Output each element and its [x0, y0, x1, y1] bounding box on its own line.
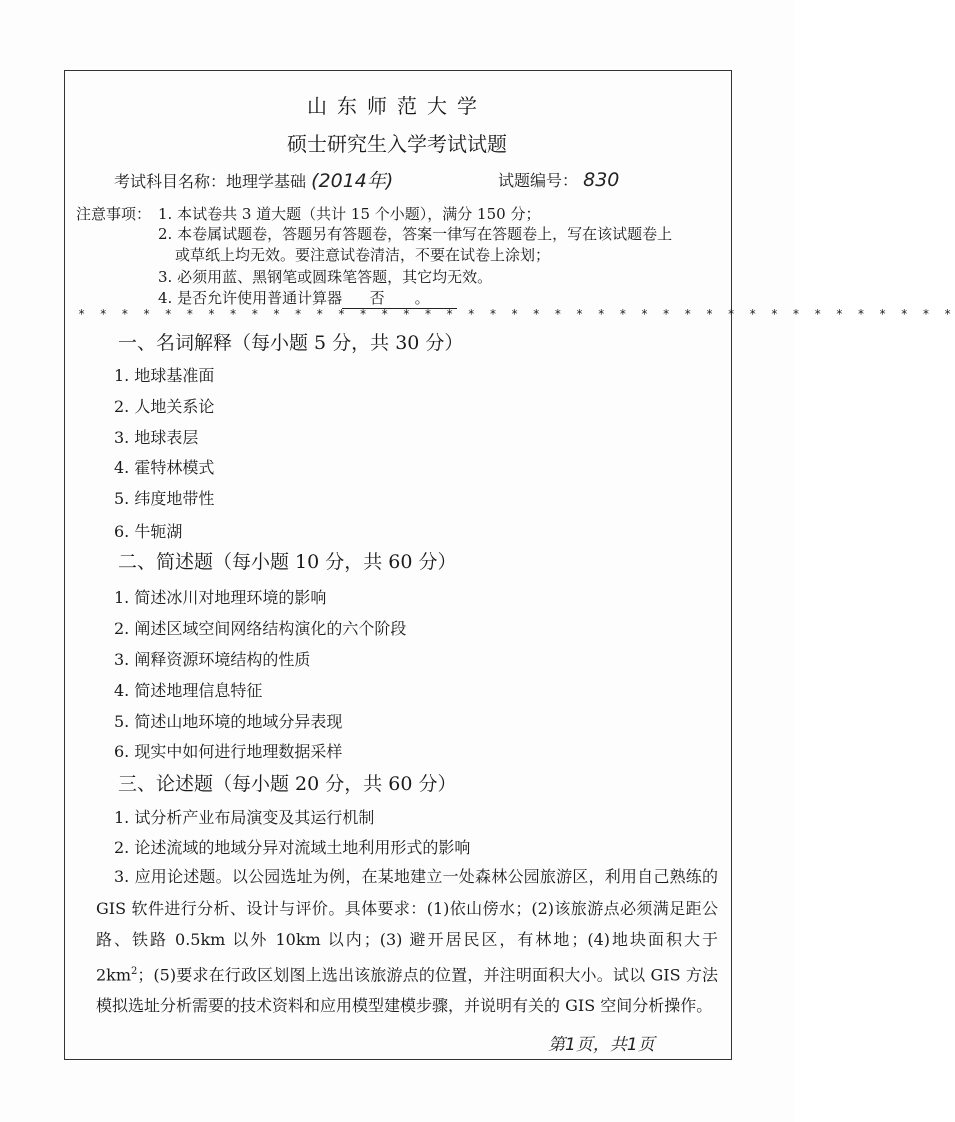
- note-4: [158, 287, 457, 309]
- q3-text-b: ；(5)要求在行政区划图上选出该旅游点的位置，并注明面积大小。试以 GIS 方法模拟选址分析需要的技术资料和应用模型建模步骤，并说明有关的 GIS 空间分析操作。: [96, 964, 718, 1016]
- list-item: 1. 地球基准面: [114, 366, 215, 385]
- notes-label: 注意事项：: [76, 205, 152, 223]
- section-3-title: 三、论述题（每小题 20 分，共 60 分）: [118, 773, 457, 795]
- exam-title: 硕士研究生入学考试试题: [287, 132, 507, 156]
- calculator-answer: [342, 287, 457, 309]
- code-handwritten: 830: [583, 169, 620, 191]
- list-item: 3. 地球表层: [114, 428, 199, 447]
- page-number-handwritten: 第1页，共1页: [548, 1035, 655, 1055]
- subject-name: 地理学基础: [226, 172, 307, 191]
- calculator-answer-text: 否: [369, 289, 385, 307]
- list-item: 5. 纬度地带性: [114, 489, 215, 508]
- subject-line: [114, 166, 393, 193]
- list-item: 6. 现实中如何进行地理数据采样: [114, 742, 343, 761]
- note-1: 1. 本试卷共 3 道大题（共计 15 个小题），满分 150 分；: [158, 205, 541, 223]
- list-item: 4. 霍特林模式: [114, 458, 215, 477]
- section-2-title: 二、简述题（每小题 10 分，共 60 分）: [118, 551, 457, 573]
- list-item: 2. 人地关系论: [114, 397, 215, 416]
- calculator-end: 。: [414, 289, 430, 307]
- note-2-cont: 或草纸上均无效。要注意试卷清洁，不要在试卷上涂划；: [175, 246, 551, 264]
- q3-superscript: 2: [131, 965, 138, 977]
- list-item: 2. 阐述区域空间网络结构演化的六个阶段: [114, 619, 407, 638]
- q3-text-a: 3. 应用论述题。以公园选址为例，在某地建立一处森林公园旅游区，利用自己熟练的 GIS 软件进行分析、设计与评价。具体要求：(1)依山傍水；(2)该旅游点必须满足距公路、铁路 0.5km 以外 10km 以内；(3) 避开居民区，有林地；(4)地块面积大于 2km: [96, 867, 718, 984]
- section-1-title: 一、名词解释（每小题 5 分，共 30 分）: [118, 332, 464, 354]
- list-item: 3. 阐释资源环境结构的性质: [114, 650, 311, 669]
- code-label: 试题编号：: [498, 171, 579, 190]
- university-name: 山东师范大学: [307, 94, 487, 118]
- note-2: 2. 本卷属试题卷，答题另有答题卷，答案一律写在答题卷上，写在该试题卷上: [158, 225, 673, 243]
- note-3: 3. 必须用蓝、黑钢笔或圆珠笔答题，其它均无效。: [158, 268, 493, 286]
- list-item: 1. 简述冰川对地理环境的影响: [114, 588, 327, 607]
- subject-label: 考试科目名称：: [114, 172, 227, 191]
- note-4-text: 4. 是否允许使用普通计算器: [158, 289, 343, 307]
- list-item: 2. 论述流域的地域分异对流域土地利用形式的影响: [114, 838, 471, 857]
- list-item: 1. 试分析产业布局演变及其运行机制: [114, 808, 375, 827]
- separator: * * * * * * * * * * * * * * * * * * * * * * * * * * * * * * * * * * * * * * * * *: [78, 307, 955, 321]
- code-line: [498, 168, 619, 191]
- list-item: 4. 简述地理信息特征: [114, 681, 263, 700]
- list-item: 5. 简述山地环境的地域分异表现: [114, 712, 343, 731]
- year-handwritten: (2014年): [311, 170, 394, 192]
- list-item: 6. 牛轭湖: [114, 522, 183, 541]
- question-3-paragraph: [96, 861, 718, 1022]
